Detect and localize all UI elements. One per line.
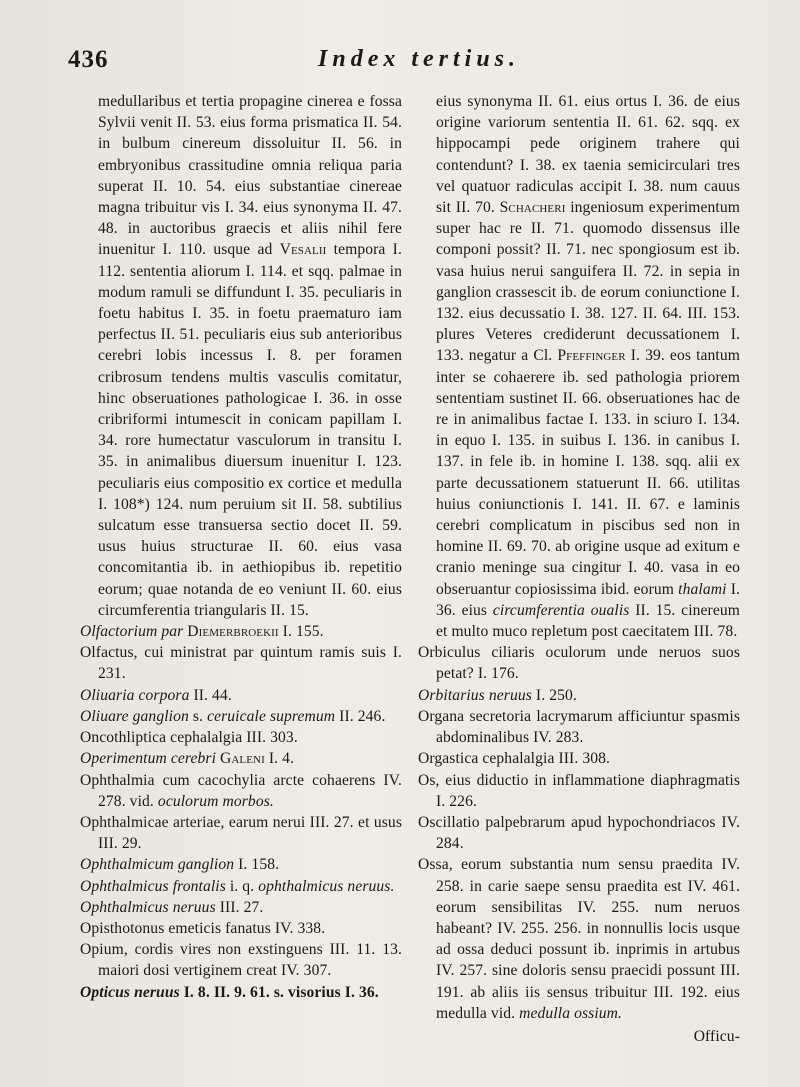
entry-text: Opisthotonus emeticis fanatus IV. 338. [80,919,326,937]
cross-reference: oculorum morbos. [157,792,274,810]
entry-reference: I. 4. [264,750,295,768]
author-name: Galeni [220,750,265,768]
page-header [68,46,728,82]
entry-headword: Ophthalmicus frontalis [80,877,226,895]
entry-text: eius synonyma II. 61. eius ortus I. 36. de eius origine variorum sententia II. 61. 62. sqq. ex hippocampi pede originem trahere qui contendunt? I. 38. ex taenia semicirculari tres vel quatuor radiculas accipit I. 38. num cauus sit II. 70. [436,93,740,217]
index-entry [80,685,402,706]
entry-text: Olfactus, cui ministrat par quintum ramis suis I. 231. [80,644,402,683]
index-entry [80,939,402,981]
entry-text: Orgastica cephalalgia III. 308. [418,750,611,768]
entry-headword: Ophthalmicum ganglion [80,856,235,874]
index-entry [418,685,740,706]
continued-entry [80,91,402,621]
entry-text: medullaribus et tertia propagine cinerea e fossa Sylvii venit II. 53. eius forma prismatica II. 54. in bulbum cinereum dissoluitur II. 56. in embryonibus crassitudine omnia reliqua paria superat II. 10. 54. eius substantiae cinereae magna tribuitur vis I. 34. eius synonyma II. 47. 48. in auctoribus graecis et aliis nihil fere inuenitur I. 110. usque ad [98,93,402,259]
entry-headword: Oliuaria corpora [80,686,190,704]
entry-reference: III. 27. [215,898,264,916]
index-entry [80,748,402,769]
index-entry [80,727,402,748]
entry-text: i. q. [225,877,259,895]
italic-term: circumferentia oualis [492,601,630,619]
index-entry [418,642,740,684]
entry-reference: I. 158. [234,856,280,874]
entry-headword: Ophthalmicus neruus [80,898,216,916]
index-entry [80,918,402,939]
entry-text: Opium, cordis vires non exstinguens III. 11. 13. maiori dosi vertiginem creat IV. 307. [80,941,402,980]
index-entry [418,770,740,812]
entry-headword: Orbitarius neruus [418,686,532,704]
entry-reference: I. 8. II. 9. 61. s. visorius I. 36. [179,983,379,1001]
entry-text: Oscillatio palpebrarum apud hypochondriacos IV. 284. [418,813,740,853]
entry-text: Oncothliptica cephalalgia III. 303. [80,729,298,747]
index-entry [80,876,402,897]
entry-text: I. 36. eius [436,580,740,619]
entry-reference: I. 155. [278,623,324,641]
entry-text: I. 39. eos tantum inter se cohaerere ib. sed pathologia priorem sententiam sustinet II. 66. obseruationes hac de re in animalibus factae I. 133. in sciuro I. 134. in equo I. 135. in suibus I. 136. in canibus I. 137. in fele ib. in homine I. 138. sqq. alii ex parte decussationem statuerunt II. 66. utilitas huius coniunctionis I. 141. II. 67. e laminis cerebri complicatum in piscibus sed non in homine II. 69. 70. ab origine usque ad exitum e cranio meninge sua cingitur I. 40. vasa in eo obseruantur copiosissima ibid. eorum [436,347,740,598]
page-number: 436 [68,46,109,73]
index-entry [418,748,740,769]
entry-reference: II. 246. [335,707,386,725]
index-entry [80,812,402,854]
entry-headword: Operimentum cerebri [80,750,216,768]
entry-headword: ceruicale supremum [207,707,336,725]
entry-text: s. [188,707,208,725]
entry-reference: II. 44. [189,686,232,704]
index-entry [80,706,402,727]
entry-headword: Opticus neruus [80,983,180,1001]
index-entry [418,812,740,854]
entry-text: Organa secretoria lacrymarum afficiuntur spasmis abdominalibus IV. 283. [418,707,740,747]
entry-text: Ophthalmicae arteriae, earum nerui III. 27. et usus III. 29. [80,813,402,853]
index-entry [418,854,740,1024]
index-entry [80,642,402,684]
entry-text: Ossa, eorum substantia num sensu praedita IV. 258. in carie saepe sensu praedita est IV. 461. eorum sensibilitas IV. 255. num neruos habeant? IV. 255. 256. in nonnullis locis usque ad ossa deduci possunt ib. inprimis in artubus IV. 257. sine doloris sensu praecidi possunt III. 191. ab aliis iis sensus tribuitur III. 192. eius medulla vid. [418,856,740,1022]
italic-term: thalami [678,580,727,598]
entry-text: Os, eius diductio in inflammatione diaphragmatis I. 226. [418,771,740,810]
entry-reference: I. 250. [531,686,577,704]
entry-headword: Olfactorium par [80,623,184,641]
index-entry [80,621,402,642]
author-name: Diemerbroekii [187,623,279,641]
entry-text: ingeniosum experimentum super hac re II. 71. quomodo dissensus ille componi possit? II. 71. nec spongiosum est ib. vasa huius nerui sanguifera II. 72. in sepia in ganglion crassescit ib. de eorum coniunctione I. 132. eius decussatio I. 38. 127. II. 64. III. 153. plures Veteres crediderunt decussationem I. 133. negatur a Cl. [436,199,740,365]
index-entry [80,982,402,1003]
left-column [80,91,402,1003]
catchword: Officu- [693,1027,740,1045]
entry-headword: Oliuare ganglion [80,707,189,725]
entry-text: Ophthalmia cum cacochylia arcte cohaerens IV. 278. vid. [80,771,402,810]
author-name: Pfeffinger [557,347,626,365]
entry-text: Orbiculus ciliaris oculorum unde neruos suos petat? I. 176. [418,644,740,683]
index-entry [80,770,402,812]
right-column [418,91,740,1047]
index-entry [80,854,402,875]
cross-reference: medulla ossium. [519,1004,623,1022]
running-title: Index tertius. [318,46,521,72]
author-name: Vesalii [279,241,327,259]
index-entry [80,897,402,918]
index-entry [418,706,740,748]
entry-text: II. 15. cinereum et multo muco repletum post caecitatem III. 78. [436,601,740,641]
cross-reference: ophthalmicus neruus. [258,877,395,895]
author-name: Schacheri [499,199,566,217]
entry-text: tempora I. 112. sententia aliorum I. 114. et sqq. palmae in modum ramuli se diffundunt I. 35. peculiaris in foetu habitus I. 35. in foetu praematuro iam perfectus II. 51. peculiaris eius sub anterioribus cerebri lobis incessus I. 8. per foramen cribrosum tendens multis vasculis comitatur, hinc obseruationes pathologicae I. 36. in osse cribriformi intumescit in conicam papillam I. 34. rore humectatur vasculorum in transitu I. 35. in animalibus diuersum inuenitur I. 123. peculiaris eius compositio ex cortice et medulla I. 108*) 124. num peruium sit II. 58. subtilius sulcatum esse transuersa sectio docet II. 59. usus huius structurae II. 60. eius vasa concomitantia ib. in aethiopibus ib. repetitio eorum; quae notanda de eo veniunt II. 60. eius circumferentia triangularis II. 15. [98,241,402,619]
continued-entry [418,91,740,642]
